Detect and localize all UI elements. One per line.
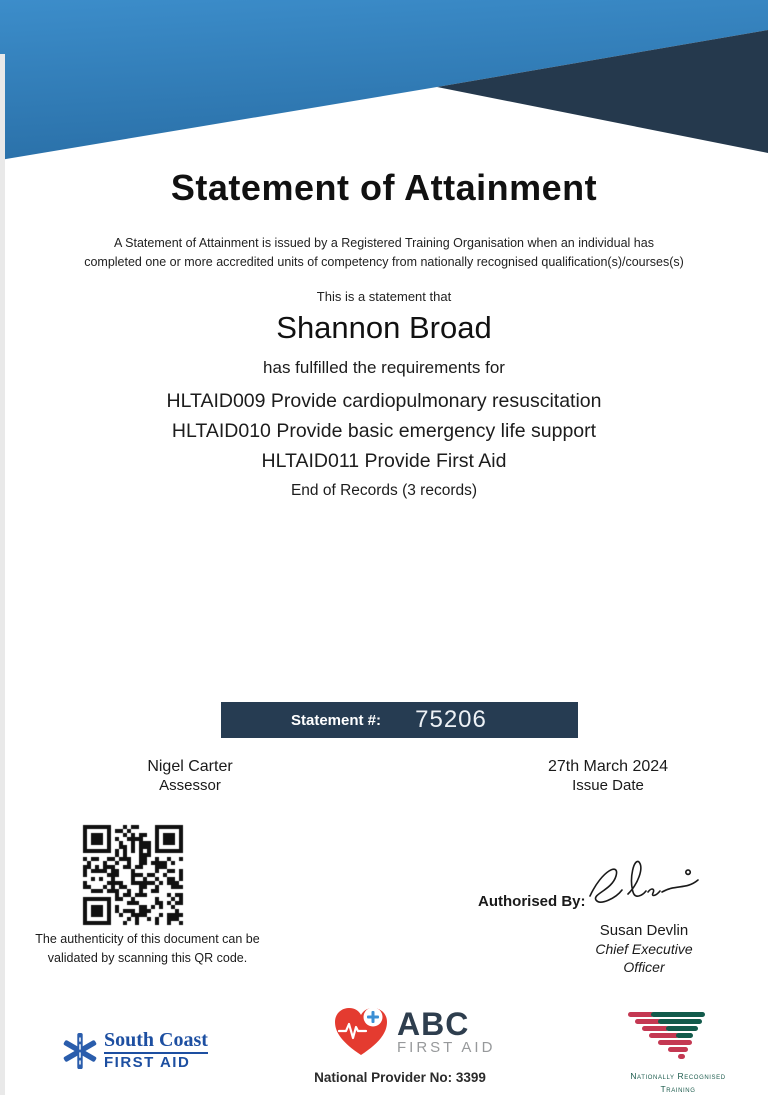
issue-date: 27th March 2024 [547,758,669,775]
abc-name: ABC [397,1005,470,1042]
course-item: HLTAID009 Provide cardiopulmonary resuscitation [166,390,602,412]
south-coast-logo [62,1030,208,1071]
assessor-role: Assessor [159,777,221,794]
statement-number-label: Statement #: [290,712,382,729]
authoriser-role: Chief Executive Officer [595,941,693,976]
intro-text: A Statement of Attainment is issued by a Registered Training Organisation when an individual has completed one or more accredited units of competency from nationally recognised qualification(s)/courses(s) [84,236,684,270]
qr-note: The authenticity of this document can be validated by scanning this QR code. [35,932,260,965]
recipient-name: Shannon Broad [276,310,492,345]
statement-number-value: 75206 [415,706,487,733]
statement-number-bar [221,702,578,738]
statement-line: This is a statement that [316,289,452,304]
signature-scribble [582,850,702,920]
assessor-name: Nigel Carter [147,758,233,775]
course-list [0,386,768,476]
page-title: Statement of Attainment [170,167,598,208]
fulfilled-line: has fulfilled the requirements for [263,358,505,377]
provider-number: National Provider No: 3399 [314,1070,486,1085]
page-edge [0,54,5,1095]
abc-first-aid-logo [333,1007,495,1059]
course-item: HLTAID011 Provide First Aid [261,450,507,472]
assessor-block [90,757,290,796]
south-coast-subname: FIRST AID [104,1054,191,1071]
nrt-label: Nationally Recognised Training [630,1071,726,1094]
star-of-life-icon [62,1031,98,1071]
qr-code [80,822,186,928]
abc-subname: FIRST AID [397,1039,496,1057]
nrt-logo [628,1012,728,1095]
south-coast-name: South Coast [104,1030,208,1054]
authoriser-name: Susan Devlin [599,922,689,939]
heart-ecg-icon [333,1007,389,1059]
end-of-records: End of Records (3 records) [290,482,478,499]
issue-date-label: Issue Date [572,777,644,794]
nrt-triangle-icon [628,1012,728,1066]
course-item: HLTAID010 Provide basic emergency life support [171,420,597,442]
authorised-by-label: Authorised By: [478,893,586,910]
issue-date-block [508,757,708,796]
header-banner [0,0,768,190]
